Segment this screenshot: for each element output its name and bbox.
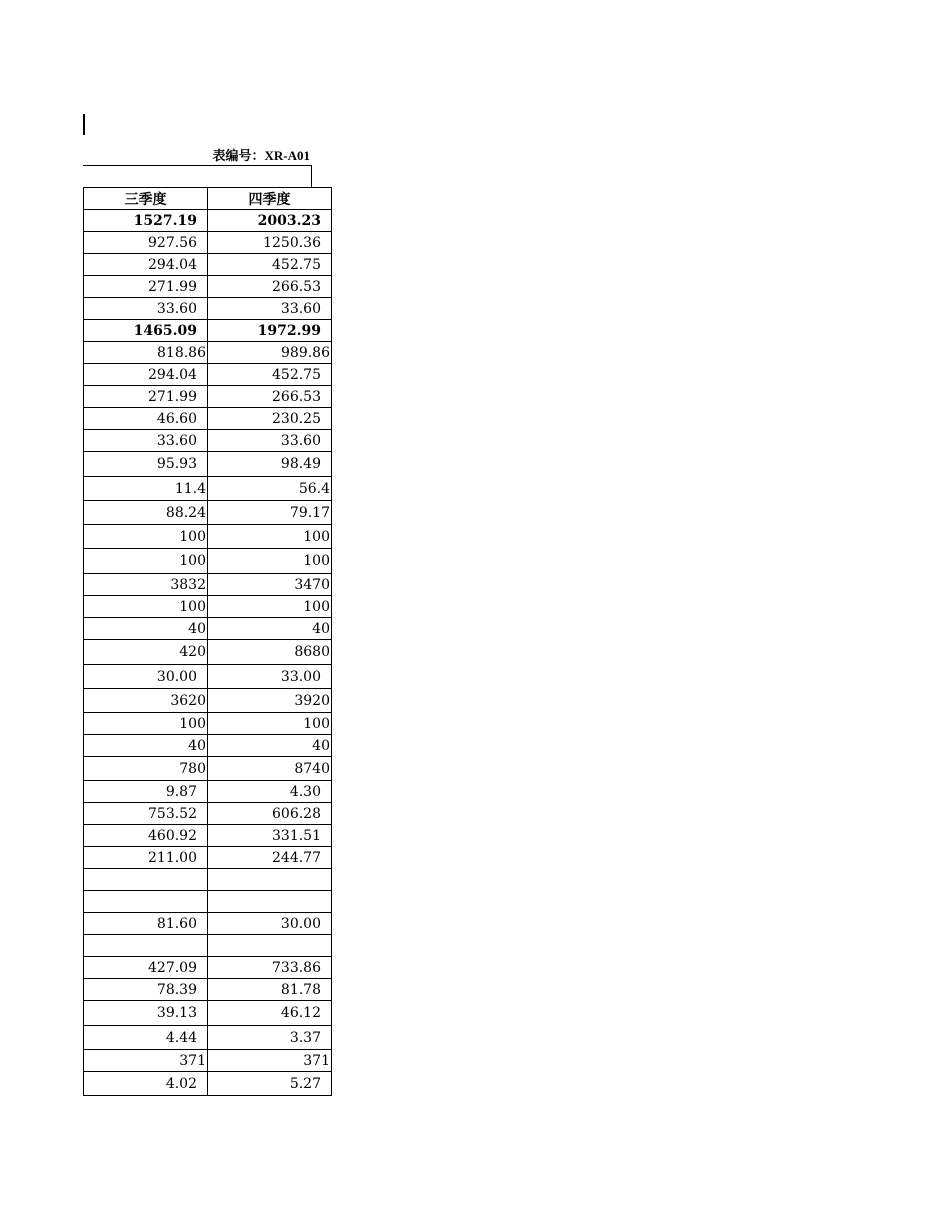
cell-q4[interactable]: 371 [208, 1050, 332, 1072]
cell-q3[interactable]: 753.52 [84, 803, 208, 825]
cell-q3[interactable]: 271.99 [84, 386, 208, 408]
cell-q3[interactable]: 100 [84, 596, 208, 618]
cell-q4[interactable]: 46.12 [208, 1001, 332, 1026]
table-row [84, 640, 332, 665]
table-row [84, 913, 332, 935]
cell-q3[interactable]: 3620 [84, 689, 208, 713]
table-row [84, 618, 332, 640]
cell-q3[interactable]: 95.93 [84, 452, 208, 477]
table-row [84, 935, 332, 957]
table-row [84, 803, 332, 825]
cell-q3[interactable]: 81.60 [84, 913, 208, 935]
cell-q3[interactable]: 818.86 [84, 342, 208, 364]
cell-q3[interactable]: 371 [84, 1050, 208, 1072]
table-row [84, 1026, 332, 1050]
cell-q4[interactable]: 56.4 [208, 477, 332, 501]
form-number: 表编号：XR-A01 [212, 148, 310, 163]
table-row [84, 1050, 332, 1072]
cell-q3[interactable]: 33.60 [84, 430, 208, 452]
cell-q4[interactable]: 606.28 [208, 803, 332, 825]
cell-q3[interactable]: 294.04 [84, 254, 208, 276]
cell-q3[interactable]: 46.60 [84, 408, 208, 430]
cell-q3[interactable]: 100 [84, 549, 208, 574]
cell-q4[interactable]: 3470 [208, 574, 332, 596]
cell-q3[interactable]: 11.4 [84, 477, 208, 501]
table-row [84, 477, 332, 501]
top-border [83, 165, 312, 166]
cell-q4[interactable]: 266.53 [208, 386, 332, 408]
table-row [84, 1001, 332, 1026]
table-row [84, 825, 332, 847]
table-row [84, 430, 332, 452]
cell-q3[interactable]: 78.39 [84, 979, 208, 1001]
table-row [84, 276, 332, 298]
cell-q4[interactable]: 5.27 [208, 1072, 332, 1096]
cell-q3[interactable]: 427.09 [84, 957, 208, 979]
cell-q3[interactable]: 88.24 [84, 501, 208, 525]
cell-q3[interactable]: 3832 [84, 574, 208, 596]
cell-q3[interactable]: 1465.09 [84, 320, 208, 342]
table-row [84, 847, 332, 869]
cell-q3[interactable]: 927.56 [84, 232, 208, 254]
table-row [84, 549, 332, 574]
table-row [84, 665, 332, 689]
table-row [84, 713, 332, 735]
table-row [84, 408, 332, 430]
cell-q4[interactable]: 79.17 [208, 501, 332, 525]
table-row [84, 596, 332, 618]
table-row [84, 298, 332, 320]
cell-q4[interactable]: 331.51 [208, 825, 332, 847]
cell-q4[interactable] [208, 869, 332, 891]
cell-q4[interactable]: 40 [208, 618, 332, 640]
table-row [84, 364, 332, 386]
cell-q4[interactable]: 3.37 [208, 1026, 332, 1050]
cell-q3[interactable]: 100 [84, 713, 208, 735]
table-row [84, 735, 332, 757]
cell-q3[interactable]: 1527.19 [84, 210, 208, 232]
cell-q3[interactable]: 30.00 [84, 665, 208, 689]
table-row [84, 342, 332, 364]
cell-q3[interactable]: 100 [84, 525, 208, 549]
cell-q4[interactable]: 2003.23 [208, 210, 332, 232]
table-row [84, 452, 332, 477]
cell-q3[interactable]: 39.13 [84, 1001, 208, 1026]
table-row [84, 979, 332, 1001]
cell-q4[interactable]: 40 [208, 735, 332, 757]
cell-q4[interactable]: 733.86 [208, 957, 332, 979]
cell-q4[interactable]: 230.25 [208, 408, 332, 430]
table-row [84, 574, 332, 596]
blank-row-right-border [311, 165, 312, 187]
cell-q4[interactable]: 100 [208, 549, 332, 574]
cell-q4[interactable]: 4.30 [208, 781, 332, 803]
table-row [84, 386, 332, 408]
cell-q3[interactable]: 33.60 [84, 298, 208, 320]
header-row [84, 188, 332, 210]
table-row [84, 210, 332, 232]
table-row [84, 1072, 332, 1096]
cell-q4[interactable]: 98.49 [208, 452, 332, 477]
cell-q4[interactable]: 452.75 [208, 254, 332, 276]
cell-q4[interactable]: 33.60 [208, 430, 332, 452]
cell-q4[interactable]: 452.75 [208, 364, 332, 386]
quarterly-table [83, 187, 332, 1096]
cell-q3[interactable] [84, 891, 208, 913]
cell-q4[interactable]: 3920 [208, 689, 332, 713]
table-row [84, 525, 332, 549]
cell-q3[interactable]: 4.44 [84, 1026, 208, 1050]
cell-q3[interactable]: 40 [84, 735, 208, 757]
table-row [84, 957, 332, 979]
cell-q3[interactable]: 40 [84, 618, 208, 640]
cell-q4[interactable]: 244.77 [208, 847, 332, 869]
table-row [84, 757, 332, 781]
cell-q4[interactable]: 100 [208, 596, 332, 618]
cell-q4[interactable]: 1972.99 [208, 320, 332, 342]
cell-q4[interactable]: 33.60 [208, 298, 332, 320]
cell-q3[interactable]: 460.92 [84, 825, 208, 847]
table-row [84, 232, 332, 254]
table-row [84, 320, 332, 342]
cell-q4[interactable] [208, 891, 332, 913]
cell-q4[interactable]: 8740 [208, 757, 332, 781]
table-row [84, 689, 332, 713]
table-row [84, 501, 332, 525]
cell-q4[interactable]: 1250.36 [208, 232, 332, 254]
cell-q3[interactable] [84, 869, 208, 891]
text-cursor [83, 114, 85, 135]
table-row [84, 869, 332, 891]
cell-q4[interactable]: 266.53 [208, 276, 332, 298]
table-row [84, 254, 332, 276]
cell-q4[interactable]: 33.00 [208, 665, 332, 689]
cell-q4[interactable] [208, 935, 332, 957]
cell-q3[interactable]: 271.99 [84, 276, 208, 298]
cell-q3[interactable] [84, 935, 208, 957]
cell-q4[interactable]: 100 [208, 713, 332, 735]
cell-q3[interactable]: 211.00 [84, 847, 208, 869]
cell-q3[interactable]: 294.04 [84, 364, 208, 386]
table-row [84, 781, 332, 803]
table-row [84, 891, 332, 913]
cell-q3[interactable]: 780 [84, 757, 208, 781]
cell-q4[interactable]: 81.78 [208, 979, 332, 1001]
cell-q3[interactable]: 420 [84, 640, 208, 665]
cell-q4[interactable]: 100 [208, 525, 332, 549]
cell-q3[interactable]: 9.87 [84, 781, 208, 803]
cell-q4[interactable]: 989.86 [208, 342, 332, 364]
cell-q4[interactable]: 30.00 [208, 913, 332, 935]
cell-q3[interactable]: 4.02 [84, 1072, 208, 1096]
header-q4[interactable]: 四季度 [208, 188, 332, 210]
cell-q4[interactable]: 8680 [208, 640, 332, 665]
header-q3[interactable]: 三季度 [84, 188, 208, 210]
